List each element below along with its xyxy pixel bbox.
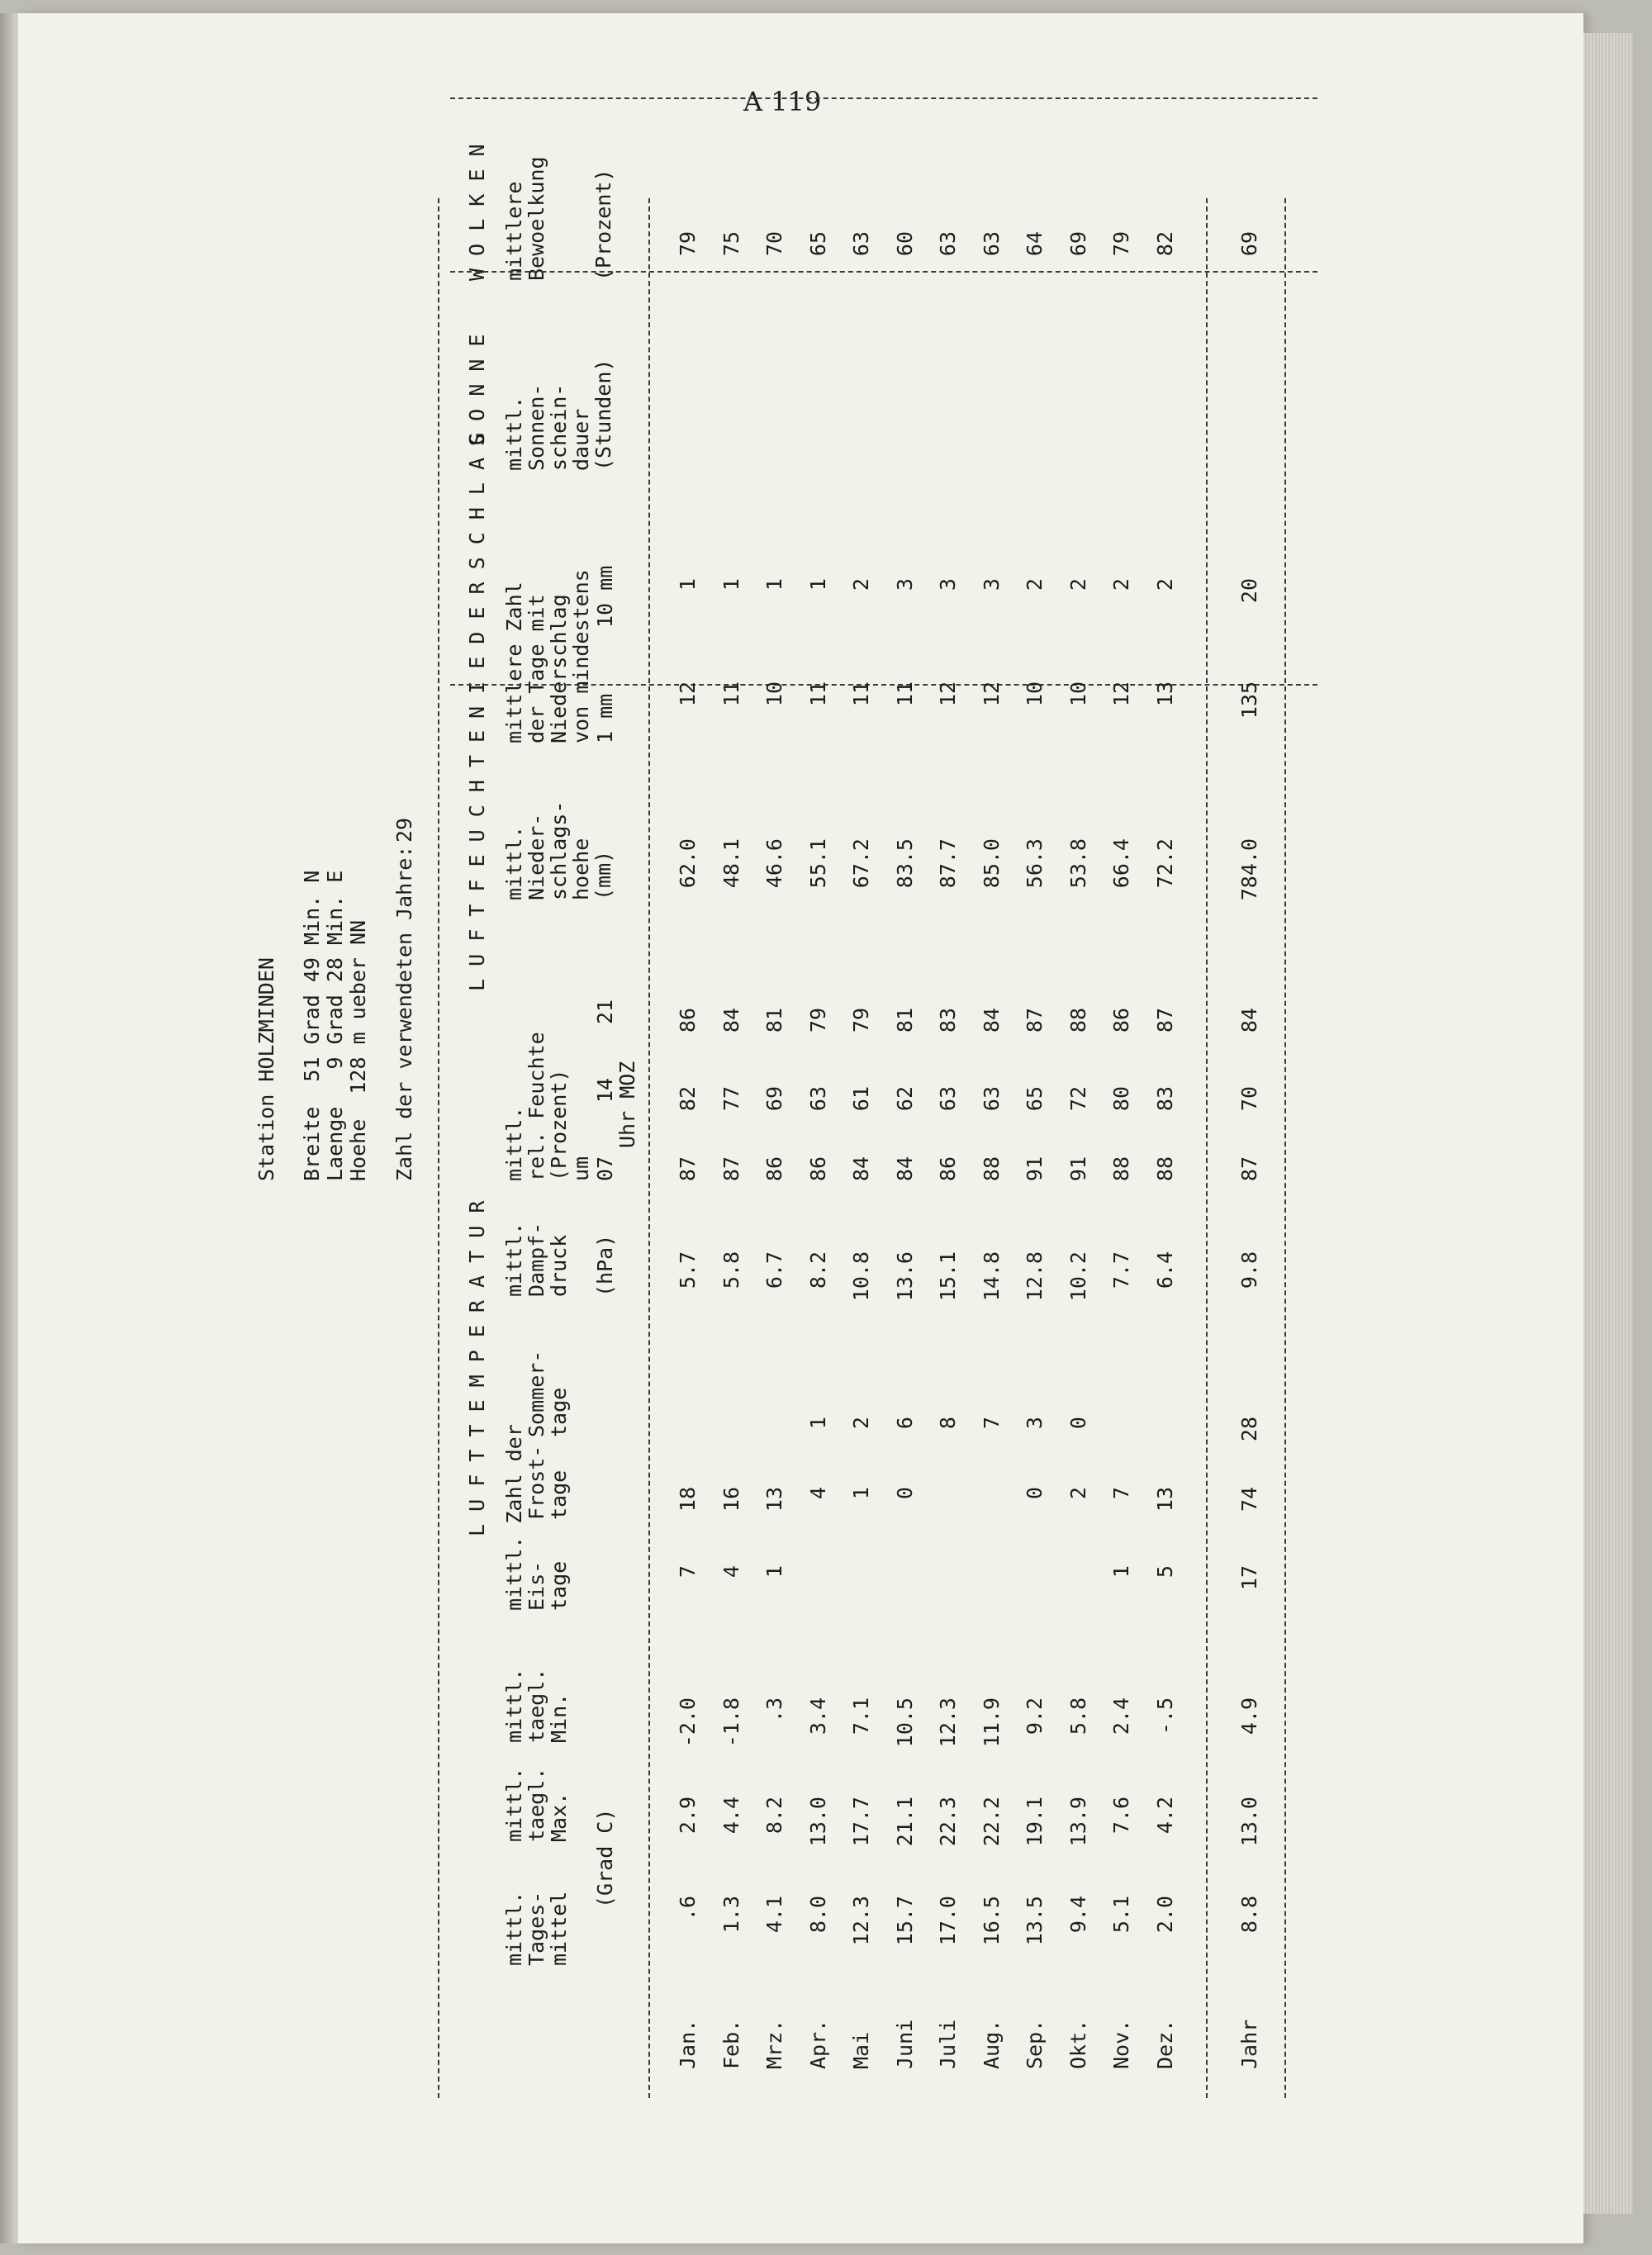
cell-sommer: 8: [936, 1417, 960, 1430]
cell-max: 7.6: [1109, 1797, 1133, 1835]
book-gutter: [0, 13, 18, 2243]
header-tagesmittel-line: Tages-: [525, 1891, 548, 1966]
cell-max: 13.9: [1066, 1797, 1090, 1847]
row-month-label: Juni: [892, 2019, 917, 2069]
cell-mittel: .6: [676, 1896, 700, 1921]
cell-frost: 4: [805, 1487, 830, 1500]
cell-max: 13.0: [1237, 1797, 1261, 1847]
cell-mittel: 2.0: [1152, 1896, 1177, 1934]
header-zahl-der: mittl. Zahl der: [502, 1424, 526, 1611]
cell-f21: 84: [979, 1008, 1004, 1033]
cell-nied: 56.3: [1023, 838, 1047, 889]
cell-dampf: 8.2: [805, 1251, 830, 1289]
cell-dampf: 14.8: [979, 1251, 1004, 1302]
cell-mittel: 12.3: [849, 1896, 873, 1946]
cell-nied: 55.1: [805, 838, 830, 889]
cell-max: 19.1: [1023, 1797, 1047, 1847]
header-dampfdruck-line: Dampf-: [525, 1222, 548, 1297]
header-sonne-line: mittl.: [502, 396, 526, 471]
cell-f21: 87: [1152, 1008, 1177, 1033]
cell-n1: 11: [849, 681, 873, 707]
row-month-label: Sep.: [1023, 2019, 1047, 2069]
cell-nied: 46.6: [762, 838, 786, 889]
cell-n10: 1: [805, 578, 830, 591]
cell-f14: 82: [676, 1086, 700, 1112]
cell-f14: 83: [1152, 1086, 1177, 1112]
header-rule: [648, 198, 650, 2098]
row-month-label: Aug.: [979, 2019, 1004, 2069]
cell-n10: 3: [936, 578, 960, 591]
cell-wolken: 60: [892, 231, 917, 257]
cell-n10: 2: [849, 578, 873, 591]
cell-dampf: 5.8: [719, 1251, 743, 1289]
cell-frost: 13: [1152, 1487, 1177, 1512]
page-number: A 119: [743, 86, 822, 117]
cell-mittel: 1.3: [719, 1896, 743, 1934]
cell-f14: 72: [1066, 1086, 1090, 1112]
row-month-label: Jahr: [1237, 2019, 1261, 2069]
cell-f07: 86: [762, 1156, 786, 1182]
cell-min: 11.9: [979, 1697, 1004, 1748]
group-niederschlag: N I E D E R S C H L A G: [465, 432, 489, 719]
cell-f07: 87: [1237, 1156, 1261, 1182]
header-frosttage-line: Frost-: [525, 1445, 548, 1520]
cell-wolken: 82: [1152, 231, 1177, 257]
header-feuchte-line: rel. Feuchte: [525, 1032, 548, 1181]
cell-max: 17.7: [849, 1797, 873, 1847]
cell-n1: 11: [892, 681, 917, 707]
cell-min: .3: [762, 1697, 786, 1723]
cell-frost: 0: [1023, 1487, 1047, 1500]
top-rule: [438, 198, 439, 2098]
cell-f21: 88: [1066, 1008, 1090, 1033]
row-month-label: Dez.: [1152, 2019, 1177, 2069]
station-breite: Breite 51 Grad 49 Min. N: [300, 870, 324, 1181]
cell-wolken: 65: [805, 231, 830, 257]
cell-wolken: 75: [719, 231, 743, 257]
cell-f21: 87: [1023, 1008, 1047, 1033]
cell-dampf: 6.4: [1152, 1251, 1177, 1289]
cell-wolken: 79: [1109, 231, 1133, 257]
cell-frost: 18: [676, 1487, 700, 1512]
cell-dampf: 5.7: [676, 1251, 700, 1289]
cell-min: 7.1: [849, 1697, 873, 1735]
cell-wolken: 63: [849, 231, 873, 257]
cell-wolken: 70: [762, 231, 786, 257]
separator-wolken: [450, 97, 1317, 99]
cell-n10: 2: [1066, 578, 1090, 591]
cell-sommer: 6: [892, 1417, 917, 1430]
cell-eis: 4: [719, 1565, 743, 1578]
cell-min: 9.2: [1023, 1697, 1047, 1735]
row-month-label: Okt.: [1066, 2019, 1090, 2069]
station-laenge: Laenge 9 Grad 28 Min. E: [323, 870, 347, 1181]
header-bewoelkung-line: (Prozent): [591, 169, 615, 281]
cell-f07: 88: [1152, 1156, 1177, 1182]
cell-frost: 13: [762, 1487, 786, 1512]
cell-frost: 2: [1066, 1487, 1090, 1500]
cell-n1: 11: [805, 681, 830, 707]
cell-frost: 16: [719, 1487, 743, 1512]
header-temp-unit: (Grad C): [593, 1808, 617, 1908]
cell-max: 4.4: [719, 1797, 743, 1835]
cell-max: 21.1: [892, 1797, 917, 1847]
header-bewoelkung-line: mittlere: [502, 181, 526, 281]
station-years-label: Zahl der verwendeten Jahre:: [392, 845, 416, 1181]
cell-f14: 63: [979, 1086, 1004, 1112]
cell-f14: 65: [1023, 1086, 1047, 1112]
cell-min: 2.4: [1109, 1697, 1133, 1735]
header-hour-21: 21: [593, 999, 617, 1024]
cell-n10: 2: [1023, 578, 1047, 591]
header-max-line: Max.: [547, 1792, 571, 1842]
cell-frost: 1: [849, 1487, 873, 1500]
cell-f21: 79: [805, 1008, 830, 1033]
cell-dampf: 15.1: [936, 1251, 960, 1302]
row-month-label: Mrz.: [762, 2019, 786, 2069]
cell-f07: 91: [1023, 1156, 1047, 1182]
cell-mittel: 5.1: [1109, 1896, 1133, 1934]
separator-sonne: [450, 271, 1317, 273]
header-threshold-1mm: 1 mm: [593, 693, 617, 743]
cell-f21: 86: [676, 1008, 700, 1033]
header-tagesmittel-line: mittel: [547, 1891, 571, 1966]
cell-min: 4.9: [1237, 1697, 1261, 1735]
header-tagesmittel-line: mittl.: [502, 1891, 526, 1966]
cell-sommer: 1: [805, 1417, 830, 1430]
cell-sommer: 2: [849, 1417, 873, 1430]
header-hour-14: 14: [593, 1077, 617, 1103]
cell-min: 5.8: [1066, 1697, 1090, 1735]
cell-max: 13.0: [805, 1797, 830, 1847]
station-title: Station HOLZMINDEN: [254, 957, 278, 1181]
station-hoehe: Hoehe 128 m ueber NN: [346, 919, 370, 1181]
cell-f07: 91: [1066, 1156, 1090, 1182]
header-hour-07: 07: [593, 1156, 617, 1181]
cell-f14: 80: [1109, 1086, 1133, 1112]
row-month-label: Juli: [936, 2019, 960, 2069]
cell-nied: 67.2: [849, 838, 873, 889]
header-sonne-line: Sonnen-: [525, 383, 548, 471]
cell-min: -1.8: [719, 1697, 743, 1748]
cell-eis: 7: [676, 1565, 700, 1578]
header-tage-mit-line: Niederschlag: [547, 594, 571, 743]
cell-eis: 5: [1152, 1565, 1177, 1578]
cell-dampf: 9.8: [1237, 1251, 1261, 1289]
header-tage-mit-line: von mindestens: [569, 569, 593, 743]
group-lufttemperatur: L U F T T E M P E R A T U R: [465, 1200, 489, 1536]
cell-n10: 3: [979, 578, 1004, 591]
bottom-rule: [1284, 198, 1286, 2098]
cell-dampf: 10.2: [1066, 1251, 1090, 1302]
header-sonne-line: dauer: [569, 408, 593, 471]
cell-max: 2.9: [676, 1797, 700, 1835]
header-feuchte-line: mittl.: [502, 1106, 526, 1181]
header-frosttage-line: tage: [547, 1469, 571, 1520]
cell-f07: 87: [719, 1156, 743, 1182]
cell-frost: 7: [1109, 1487, 1133, 1500]
cell-nied: 784.0: [1237, 838, 1261, 901]
cell-eis: 1: [1109, 1565, 1133, 1578]
cell-n1: 10: [1066, 681, 1090, 707]
cell-nied: 85.0: [979, 838, 1004, 889]
cell-max: 22.3: [936, 1797, 960, 1847]
cell-sommer: 0: [1066, 1417, 1090, 1430]
cell-mittel: 8.0: [805, 1896, 830, 1934]
cell-sommer: 28: [1237, 1417, 1261, 1442]
row-month-label: Jan.: [676, 2019, 700, 2069]
header-niederschlagshoehe-line: hoehe: [569, 838, 593, 900]
cell-mittel: 8.8: [1237, 1896, 1261, 1934]
cell-mittel: 4.1: [762, 1896, 786, 1934]
header-max-line: taegl.: [525, 1767, 548, 1842]
cell-f07: 86: [936, 1156, 960, 1182]
header-dampfdruck-line: druck: [547, 1234, 571, 1297]
header-niederschlagshoehe-line: Nieder-: [525, 813, 548, 900]
cell-min: -2.0: [676, 1697, 700, 1748]
header-min-line: mittl.: [502, 1668, 526, 1743]
cell-f07: 88: [1109, 1156, 1133, 1182]
cell-min: 12.3: [936, 1697, 960, 1748]
station-years-value: 29: [392, 817, 416, 843]
cell-nied: 62.0: [676, 838, 700, 889]
header-tage-mit-line: der Tage mit: [525, 594, 548, 743]
cell-dampf: 7.7: [1109, 1251, 1133, 1289]
cell-f14: 63: [936, 1086, 960, 1112]
cell-sommer: 7: [979, 1417, 1004, 1430]
cell-f21: 81: [892, 1008, 917, 1033]
cell-nied: 48.1: [719, 838, 743, 889]
cell-n1: 13: [1152, 681, 1177, 707]
header-max-line: mittl.: [502, 1767, 526, 1842]
cell-f14: 61: [849, 1086, 873, 1112]
cell-nied: 72.2: [1152, 838, 1177, 889]
cell-max: 22.2: [979, 1797, 1004, 1847]
cell-min: 3.4: [805, 1697, 830, 1735]
page-stack-edge: [1583, 33, 1633, 2214]
cell-n1: 12: [1109, 681, 1133, 707]
group-sonne: S O N N E: [465, 334, 489, 446]
cell-f07: 88: [979, 1156, 1004, 1182]
cell-min: 10.5: [892, 1697, 917, 1748]
cell-wolken: 63: [979, 231, 1004, 257]
cell-n1: 10: [762, 681, 786, 707]
cell-n10: 1: [676, 578, 700, 591]
cell-mittel: 13.5: [1023, 1896, 1047, 1946]
cell-f21: 81: [762, 1008, 786, 1033]
cell-wolken: 64: [1023, 231, 1047, 257]
header-niederschlagshoehe-line: mittl.: [502, 825, 526, 900]
cell-f21: 79: [849, 1008, 873, 1033]
row-month-label: Mai: [849, 2031, 873, 2069]
header-moz: Uhr MOZ: [615, 1061, 639, 1148]
cell-n1: 135: [1237, 681, 1261, 719]
header-sommertage-line: Sommer-: [525, 1350, 548, 1437]
header-sonne-line: (Stunden): [591, 358, 615, 471]
cell-n10: 3: [892, 578, 917, 591]
header-min-line: taegl.: [525, 1668, 548, 1743]
cell-sommer: 3: [1023, 1417, 1047, 1430]
cell-dampf: 13.6: [892, 1251, 917, 1302]
cell-mittel: 9.4: [1066, 1896, 1090, 1934]
cell-wolken: 69: [1066, 231, 1090, 257]
cell-n10: 2: [1109, 578, 1133, 591]
header-eistage-line: tage: [547, 1560, 571, 1611]
header-dampf-unit: (hPa): [593, 1234, 617, 1297]
cell-frost: 0: [892, 1487, 917, 1500]
header-feuchte-line: (Prozent): [547, 1069, 571, 1181]
cell-f14: 69: [762, 1086, 786, 1112]
row-month-label: Apr.: [805, 2019, 830, 2069]
header-threshold-10mm: 10 mm: [593, 565, 617, 628]
cell-wolken: 69: [1237, 231, 1261, 257]
cell-mittel: 16.5: [979, 1896, 1004, 1946]
cell-n10: 20: [1237, 578, 1261, 604]
header-bewoelkung-line: Bewoelkung: [525, 156, 548, 281]
cell-n1: 12: [979, 681, 1004, 707]
cell-nied: 83.5: [892, 838, 917, 889]
cell-mittel: 15.7: [892, 1896, 917, 1946]
header-sommertage-line: tage: [547, 1387, 571, 1437]
cell-frost: 74: [1237, 1487, 1261, 1512]
cell-f21: 84: [1237, 1008, 1261, 1033]
cell-f07: 84: [892, 1156, 917, 1182]
cell-nied: 66.4: [1109, 838, 1133, 889]
cell-n1: 12: [936, 681, 960, 707]
header-dampfdruck-line: mittl.: [502, 1222, 526, 1297]
cell-wolken: 79: [676, 231, 700, 257]
group-wolken: W O L K E N: [465, 144, 489, 281]
cell-dampf: 10.8: [849, 1251, 873, 1302]
cell-max: 8.2: [762, 1797, 786, 1835]
header-sonne-line: schein-: [547, 383, 571, 471]
cell-f07: 84: [849, 1156, 873, 1182]
cell-f14: 70: [1237, 1086, 1261, 1112]
cell-f07: 86: [805, 1156, 830, 1182]
cell-eis: 1: [762, 1565, 786, 1578]
climate-table: [219, 144, 1293, 2115]
cell-n1: 12: [676, 681, 700, 707]
header-niederschlagshoehe-line: (mm): [591, 850, 615, 900]
cell-mittel: 17.0: [936, 1896, 960, 1946]
row-month-label: Feb.: [719, 2019, 743, 2069]
cell-f21: 83: [936, 1008, 960, 1033]
cell-nied: 53.8: [1066, 838, 1090, 889]
header-feuchte-line: um: [569, 1156, 593, 1181]
cell-nied: 87.7: [936, 838, 960, 889]
year-rule: [1206, 198, 1208, 2098]
cell-min: -.5: [1152, 1697, 1177, 1735]
cell-n10: 2: [1152, 578, 1177, 591]
header-min-line: Min.: [547, 1692, 571, 1743]
header-eistage-line: Eis-: [525, 1560, 548, 1611]
cell-dampf: 12.8: [1023, 1251, 1047, 1302]
cell-n1: 11: [719, 681, 743, 707]
header-niederschlagshoehe-line: schlags-: [547, 800, 571, 900]
group-luftfeuchte: L U F T F E U C H T E: [465, 729, 489, 991]
header-tage-mit-line: mittlere Zahl: [502, 582, 526, 743]
cell-f07: 87: [676, 1156, 700, 1182]
cell-f14: 62: [892, 1086, 917, 1112]
cell-f14: 63: [805, 1086, 830, 1112]
cell-n1: 10: [1023, 681, 1047, 707]
cell-n10: 1: [719, 578, 743, 591]
cell-wolken: 63: [936, 231, 960, 257]
cell-f21: 84: [719, 1008, 743, 1033]
row-month-label: Nov.: [1109, 2019, 1133, 2069]
cell-f21: 86: [1109, 1008, 1133, 1033]
separator-feuchte: [450, 684, 1317, 686]
cell-max: 4.2: [1152, 1797, 1177, 1835]
cell-n10: 1: [762, 578, 786, 591]
cell-f14: 77: [719, 1086, 743, 1112]
cell-eis: 17: [1237, 1565, 1261, 1591]
cell-dampf: 6.7: [762, 1251, 786, 1289]
